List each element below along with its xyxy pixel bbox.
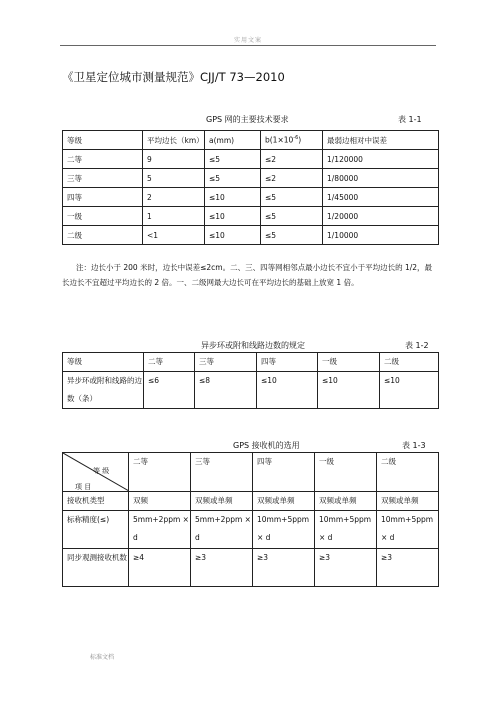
table-cell: ≤10 bbox=[205, 188, 261, 207]
table3-corner-cell bbox=[63, 453, 129, 492]
table1-header-b-exponent: -6 bbox=[293, 135, 299, 142]
table-cell: 1/10000 bbox=[323, 226, 439, 245]
table2-number: 表 1-2 bbox=[405, 341, 429, 350]
table-row bbox=[63, 372, 439, 409]
table-cell: ≤5 bbox=[205, 150, 261, 169]
table3-number: 表 1-3 bbox=[402, 441, 426, 450]
table2-caption: 异步环或附和线路边数的规定 bbox=[201, 341, 305, 350]
table3 bbox=[62, 452, 439, 587]
table1-caption: GPS 网的主要技术要求 bbox=[206, 115, 289, 124]
table-cell: 10mm+5ppm × d bbox=[253, 511, 315, 549]
table1-header-cell: 最弱边相对中误差 bbox=[323, 131, 439, 150]
table-cell: ≤10 bbox=[318, 372, 380, 409]
table-cell: ≥3 bbox=[191, 549, 253, 587]
table-cell: 二等 bbox=[63, 150, 143, 169]
table2-header-cell: 三等 bbox=[195, 353, 257, 372]
table2-header-cell: 一级 bbox=[318, 353, 380, 372]
table-cell: ≤2 bbox=[261, 169, 323, 188]
table-cell: 二级 bbox=[63, 226, 143, 245]
table-cell: 1/45000 bbox=[323, 188, 439, 207]
table-cell: 1 bbox=[143, 207, 205, 226]
table2-header-cell: 四等 bbox=[257, 353, 318, 372]
table1-header-cell: a(mm) bbox=[205, 131, 261, 150]
table3-header-cell: 二级 bbox=[377, 453, 439, 492]
table-cell: ≥3 bbox=[253, 549, 315, 587]
table3-header-cell: 一级 bbox=[315, 453, 377, 492]
table-cell: ≤5 bbox=[205, 169, 261, 188]
table1-number: 表 1-1 bbox=[398, 115, 422, 124]
table2-header-cell: 等级 bbox=[63, 353, 144, 372]
table3-row-label: 接收机类型 bbox=[63, 492, 129, 511]
page-footer: 标准文档 bbox=[90, 654, 115, 661]
table1 bbox=[62, 130, 439, 245]
table-cell: ≤5 bbox=[261, 226, 323, 245]
table-cell: ≥3 bbox=[377, 549, 439, 587]
table2-header-cell: 二级 bbox=[380, 353, 439, 372]
table-cell: 双频或单频 bbox=[253, 492, 315, 511]
table3-row-label: 同步观测接收机数 bbox=[63, 549, 129, 587]
table-row bbox=[63, 226, 439, 245]
table-cell: 5mm+2ppm × d bbox=[129, 511, 191, 549]
table-cell: ≥3 bbox=[315, 549, 377, 587]
table-cell: ≤6 bbox=[144, 372, 195, 409]
table-cell: ≤10 bbox=[257, 372, 318, 409]
corner-bottom-label: 项 目 bbox=[75, 483, 92, 491]
table-cell: 1/20000 bbox=[323, 207, 439, 226]
table-row bbox=[63, 511, 439, 549]
table-row bbox=[63, 492, 439, 511]
table-cell: 双频 bbox=[129, 492, 191, 511]
table2 bbox=[62, 352, 439, 409]
table1-header-row bbox=[63, 131, 439, 150]
table3-header-cell: 二等 bbox=[129, 453, 191, 492]
page-header: 实用文案 bbox=[233, 37, 262, 44]
table1-header-b-text: b(1×10 bbox=[265, 135, 294, 145]
table-row bbox=[63, 549, 439, 587]
table-cell: 双频或单频 bbox=[315, 492, 377, 511]
header-rule bbox=[60, 45, 436, 46]
table-cell: <1 bbox=[143, 226, 205, 245]
table-cell: 1/120000 bbox=[323, 150, 439, 169]
table-row bbox=[63, 207, 439, 226]
table-cell: ≤2 bbox=[261, 150, 323, 169]
table-cell: ≥4 bbox=[129, 549, 191, 587]
table2-header-cell: 二等 bbox=[144, 353, 195, 372]
table-row bbox=[63, 188, 439, 207]
table-cell: ≤10 bbox=[205, 207, 261, 226]
table-cell: 9 bbox=[143, 150, 205, 169]
table2-header-row bbox=[63, 353, 439, 372]
table-cell: 四等 bbox=[63, 188, 143, 207]
table1-header-cell: 平均边长（km） bbox=[143, 131, 205, 150]
table-cell: 双频或单频 bbox=[191, 492, 253, 511]
table-cell: 10mm+5ppm × d bbox=[377, 511, 439, 549]
table-cell: ≤10 bbox=[380, 372, 439, 409]
table-cell: ≤8 bbox=[195, 372, 257, 409]
table-row bbox=[63, 150, 439, 169]
table-row bbox=[63, 169, 439, 188]
table-cell: 双频或单频 bbox=[377, 492, 439, 511]
table1-note: 注：边长小于 200 米时，边长中误差≤2cm。二、三、四等网相邻点最小边长不宜小于平均边长的 1/2，最长边长不宜超过平均边长的 2 倍。一、二级网最大边长可在平均边长的基础上放宽 1 倍。 bbox=[62, 263, 433, 287]
table3-caption: GPS 接收机的选用 bbox=[233, 441, 300, 450]
document-title: 《卫星定位城市测量规范》CJJ/T 73—2010 bbox=[62, 70, 285, 84]
table3-header-row bbox=[63, 453, 439, 492]
table3-header-cell: 三等 bbox=[191, 453, 253, 492]
table-cell: 5mm+2ppm × d bbox=[191, 511, 253, 549]
table-cell: 2 bbox=[143, 188, 205, 207]
corner-top-label: 等 级 bbox=[93, 467, 110, 475]
table-cell: ≤10 bbox=[205, 226, 261, 245]
table1-header-cell bbox=[261, 131, 323, 150]
table-cell: 5 bbox=[143, 169, 205, 188]
table-cell: ≤5 bbox=[261, 188, 323, 207]
table-cell: 三等 bbox=[63, 169, 143, 188]
table1-header-cell: 等级 bbox=[63, 131, 143, 150]
table1-header-b-close: ) bbox=[298, 135, 302, 145]
table2-row-label: 异步环或附和线路的边数（条） bbox=[63, 372, 144, 409]
table-cell: ≤5 bbox=[261, 207, 323, 226]
table-cell: 1/80000 bbox=[323, 169, 439, 188]
table3-row-label: 标称精度(≤) bbox=[63, 511, 129, 549]
table3-header-cell: 四等 bbox=[253, 453, 315, 492]
table-cell: 10mm+5ppm × d bbox=[315, 511, 377, 549]
table-cell: 一级 bbox=[63, 207, 143, 226]
